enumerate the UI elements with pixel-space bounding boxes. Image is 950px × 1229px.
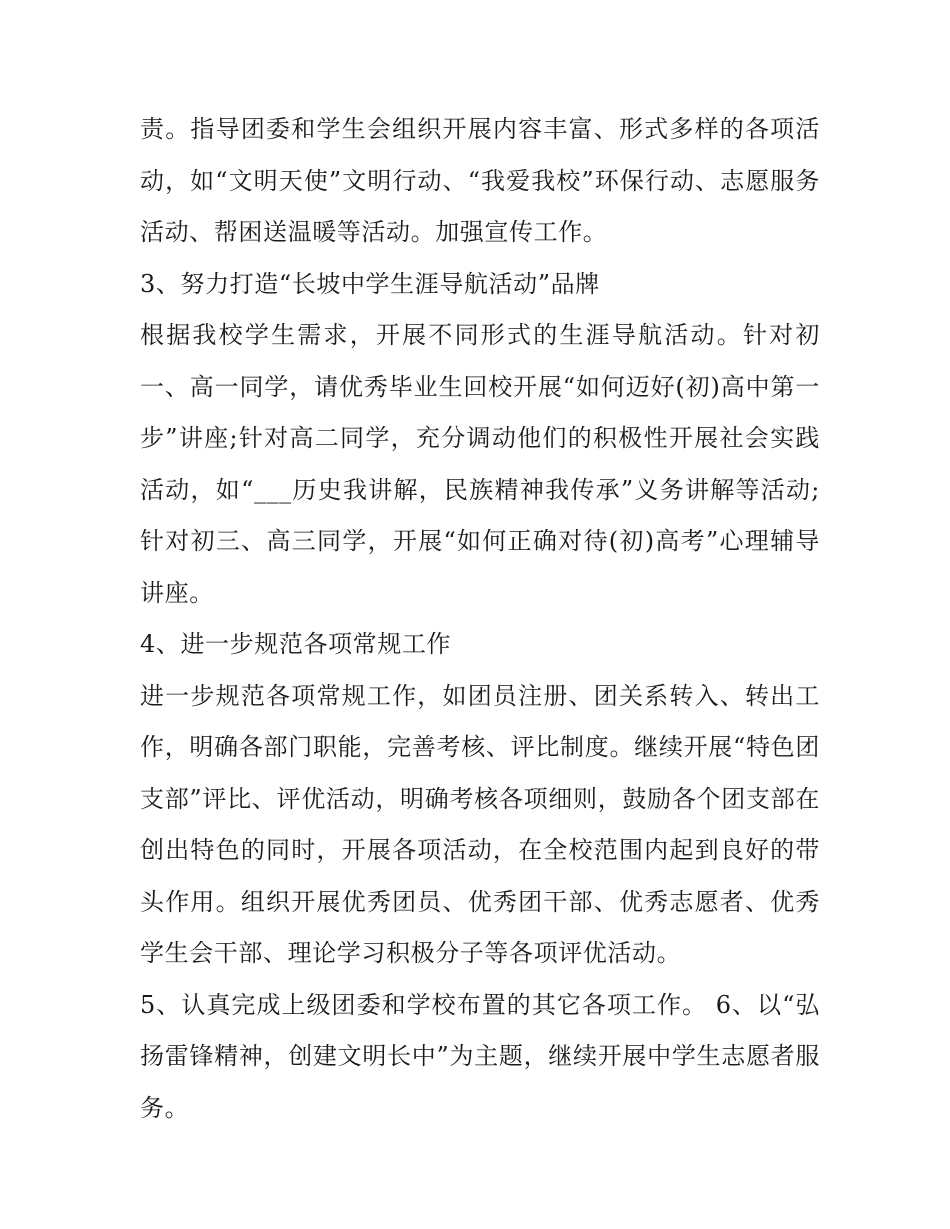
heading-routine-work: 4、进一步规范各项常规工作: [140, 630, 452, 658]
paragraph-routine-work: 进一步规范各项常规工作，如团员注册、团关系转入、转出工作，明确各部门职能，完善考核、评比制度。继续开展“特色团支部”评比、评优活动，明确考核各项细则，鼓励各个团支部在创出特色的同时，开展各项活动，在全校范围内起到良好的带头作用。组织开展优秀团员、优秀团干部、优秀志愿者、优秀学生会干部、理论学习积极分子等各项评优活动。: [140, 681, 820, 967]
paragraph-career-activities: 根据我校学生需求，开展不同形式的生涯导航活动。针对初一、高一同学，请优秀毕业生回校开展“如何迈好(初)高中第一步”讲座;针对高二同学，充分调动他们的积极性开展社会实践活动，如“___历史我讲解，民族精神我传承”义务讲解等活动;针对初三、高三同学，开展“如何正确对待(初)高考”心理辅导讲座。: [140, 321, 820, 607]
heading-career-brand: 3、努力打造“长坡中学生涯导航活动”品牌: [140, 269, 600, 298]
document-body: [140, 104, 820, 1134]
paragraph-other-tasks: 5、认真完成上级团委和学校布置的其它各项工作。 6、以“弘扬雷锋精神，创建文明长中”为主题，继续开展中学生志愿者服务。: [140, 990, 820, 1122]
paragraph-activities: 责。指导团委和学生会组织开展内容丰富、形式多样的各项活动，如“文明天使”文明行动、“我爱我校”环保行动、志愿服务活动、帮困送温暖等活动。加强宣传工作。: [140, 115, 820, 246]
